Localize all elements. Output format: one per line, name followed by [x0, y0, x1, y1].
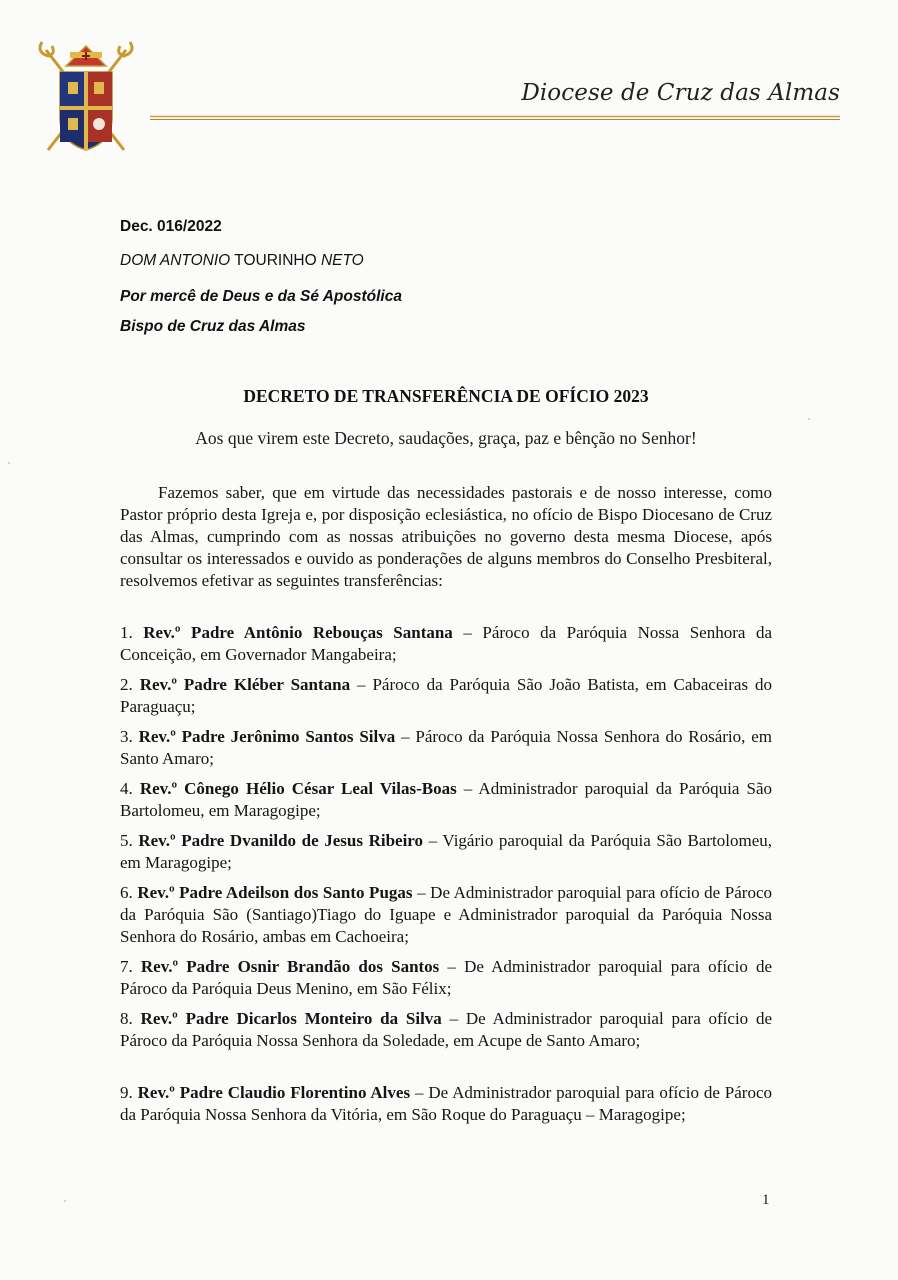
transfer-description: – De Administrador paroquial para ofício de Pároco da Paróquia Nossa Senhora da Soledade, em Acupe de Santo Amaro;: [120, 1009, 773, 1050]
transfer-priest-name: Rev.º Padre Adeilson dos Santo Pugas: [137, 883, 413, 902]
decree-greeting: Aos que virem este Decreto, saudações, graça, paz e bênção no Senhor!: [195, 428, 697, 448]
transfer-priest-name: Rev.º Cônego Hélio César Leal Vilas-Boas: [139, 779, 457, 798]
bishop-name-part-a: DOM ANTONIO: [120, 252, 231, 269]
transfer-item: [120, 622, 772, 666]
transfer-item: [120, 956, 772, 1000]
transfer-description: – Pároco da Paróquia Nossa Senhora da Conceição, em Governador Mangabeira;: [120, 623, 772, 664]
transfer-priest-name: Rev.º Padre Antônio Rebouças Santana: [143, 623, 453, 642]
transfer-item: [120, 1082, 772, 1126]
transfer-description: – Vigário paroquial da Paróquia São Bartolomeu, em Maragogipe;: [120, 831, 773, 872]
transfer-description: – Pároco da Paróquia Nossa Senhora do Rosário, em Santo Amaro;: [120, 727, 772, 768]
transfer-number: 3.: [120, 727, 139, 746]
bishop-grace-line: Por mercê de Deus e da Sé Apostólica: [120, 288, 402, 305]
transfer-number: 5.: [120, 831, 139, 850]
transfer-number: 1.: [120, 623, 144, 642]
transfer-item: [120, 1008, 772, 1052]
bishop-name: [120, 252, 364, 270]
scan-speck: [8, 462, 10, 464]
transfer-item: [120, 830, 772, 874]
decree-intro-paragraph: [120, 482, 772, 592]
bishop-name-part-c: NETO: [320, 252, 364, 269]
page-number: 1: [762, 1192, 770, 1208]
transfer-description: – De Administrador paroquial para ofício de Pároco da Paróquia São (Santiago)Tiago do Iguape e Administrador paroquial da Paróquia Nossa Senhora do Rosário, ambas em Cachoeira;: [120, 883, 772, 946]
header-rule: [150, 115, 840, 121]
transfer-description: – De Administrador paroquial para ofício de Pároco da Paróquia Deus Menino, em São Félix;: [120, 957, 773, 998]
transfer-description: – De Administrador paroquial para ofício de Pároco da Paróquia Nossa Senhora da Vitória, em São Roque do Paraguaçu – Maragogipe;: [120, 1083, 772, 1124]
scan-speck: [64, 1200, 66, 1202]
transfer-number: 9.: [120, 1083, 138, 1102]
transfer-priest-name: Rev.º Padre Jerônimo Santos Silva: [138, 727, 396, 746]
transfer-number: 7.: [120, 957, 141, 976]
diocese-coat-of-arms-icon: [36, 32, 136, 154]
decree-title: DECRETO DE TRANSFERÊNCIA DE OFÍCIO 2023: [243, 386, 649, 406]
diocese-name: Diocese de Cruz das Almas: [521, 80, 840, 106]
scan-speck: [808, 418, 810, 420]
transfer-number: 2.: [120, 675, 140, 694]
transfer-description: – Administrador paroquial da Paróquia São Bartolomeu, em Maragogipe;: [120, 779, 773, 820]
transfer-priest-name: Rev.º Padre Dicarlos Monteiro da Silva: [140, 1009, 442, 1028]
bishop-name-part-b: TOURINHO: [230, 252, 321, 269]
decree-number: Dec. 016/2022: [120, 218, 222, 235]
transfer-priest-name: Rev.º Padre Dvanildo de Jesus Ribeiro: [138, 831, 424, 850]
transfer-item: [120, 778, 772, 822]
transfer-description: – Pároco da Paróquia São João Batista, em Cabaceiras do Paraguaçu;: [120, 675, 772, 716]
transfer-priest-name: Rev.º Padre Osnir Brandão dos Santos: [140, 957, 440, 976]
transfer-number: 6.: [120, 883, 138, 902]
transfer-item: [120, 726, 772, 770]
transfer-number: 4.: [120, 779, 140, 798]
transfer-priest-name: Rev.º Padre Kléber Santana: [139, 675, 351, 694]
decree-intro-text: Fazemos saber, que em virtude das necessidades pastorais e de nosso interesse, como Pastor próprio desta Igreja e, por disposição eclesiástica, no ofício de Bispo Diocesano de Cruz das Almas, cumprindo com as nossas atribuições no governo desta mesma Diocese, após consultar os interessados e ouvido as ponderações de alguns membros do Conselho Presbiteral, resolvemos efetivar as seguintes transferências:: [120, 483, 772, 590]
transfer-item: [120, 674, 772, 718]
transfer-priest-name: Rev.º Padre Claudio Florentino Alves: [137, 1083, 411, 1102]
bishop-see-line: Bispo de Cruz das Almas: [120, 318, 306, 335]
transfer-number: 8.: [120, 1009, 141, 1028]
transfer-item: [120, 882, 772, 948]
